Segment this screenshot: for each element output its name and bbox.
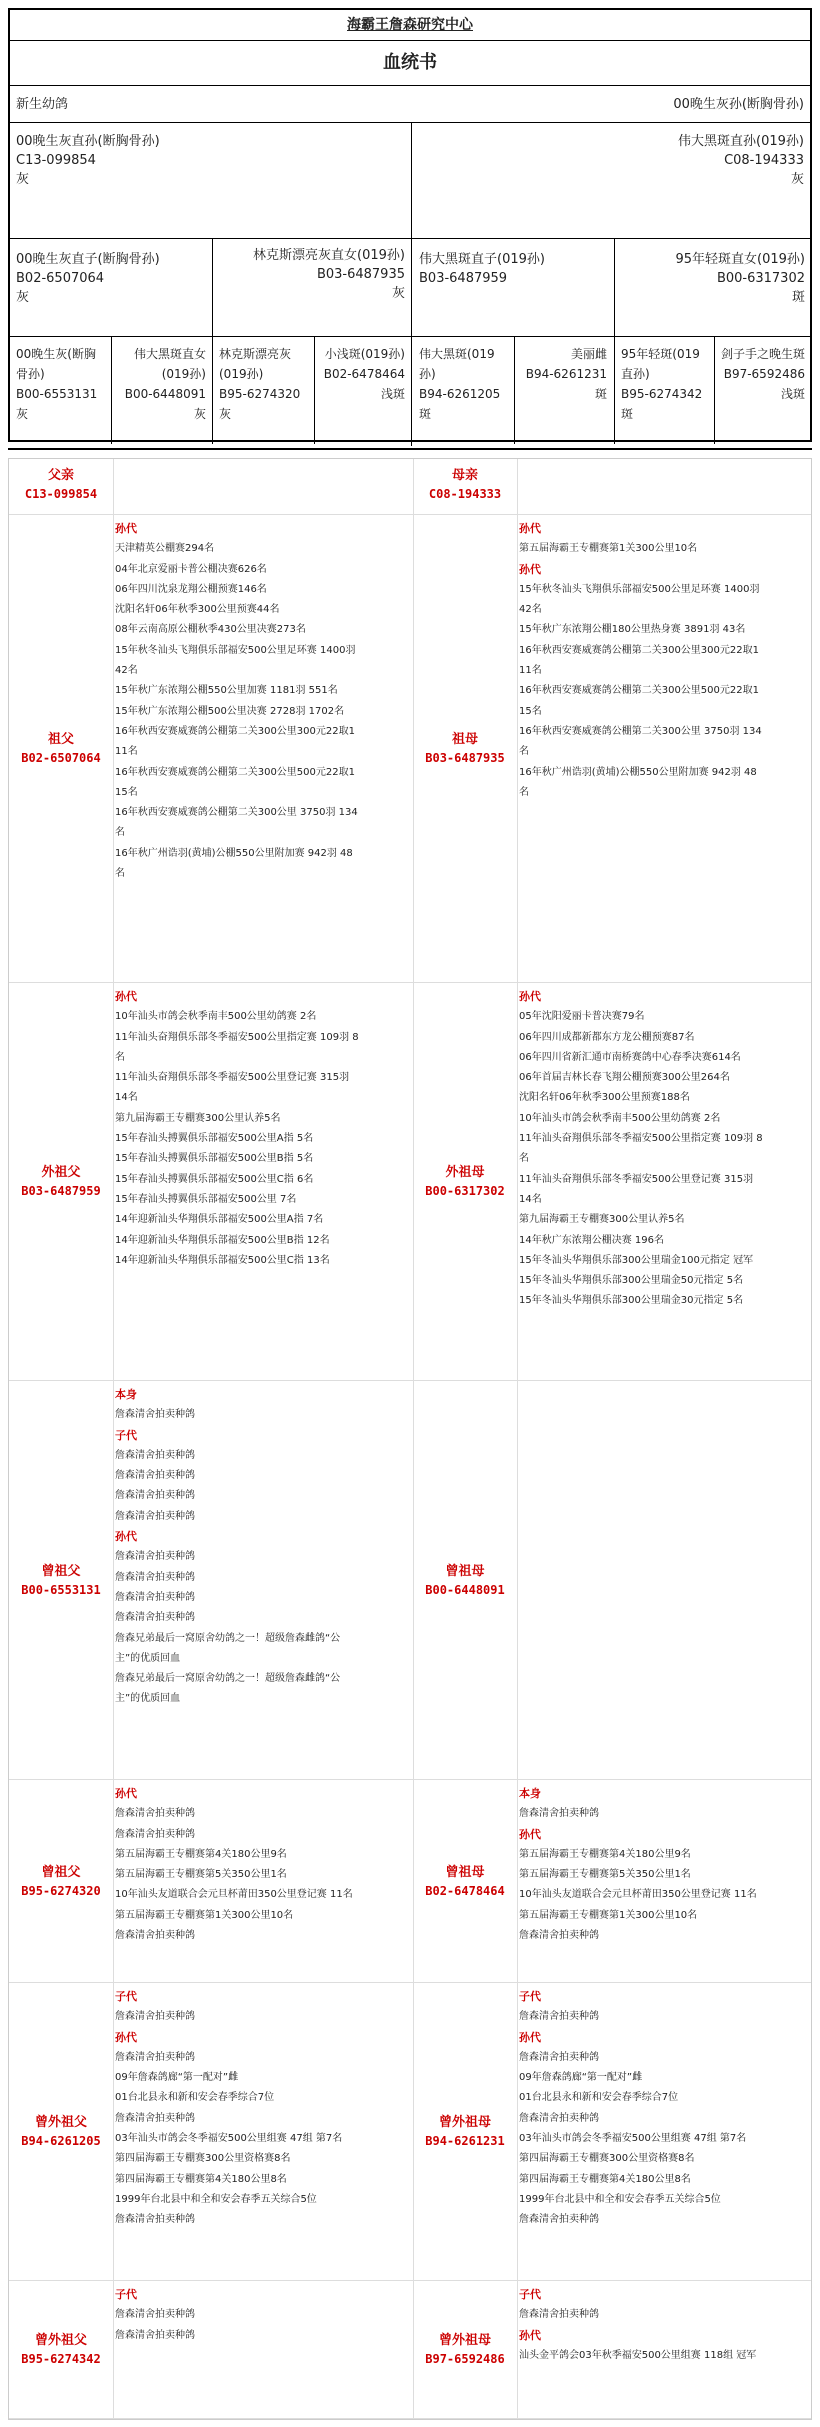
performance-line: 詹森清舍拍卖种鸽 (115, 2011, 195, 2023)
performance-line: 15年冬汕头华翔俱乐部300公里瑞金30元指定 5名 (519, 1295, 744, 1307)
performance-line: 01台北县永和新和安会春季综合7位 (115, 2092, 275, 2104)
gen3-5-color: 斑 (594, 387, 607, 401)
ancestor-label (413, 2114, 517, 2150)
generation-heading: 孙代 (115, 990, 137, 1003)
ancestor-label (9, 2332, 113, 2368)
subject-lineage: 00晚生灰孙(断胸骨孙) (673, 97, 804, 112)
performance-line: 16年秋广州诰羽(黄埔)公棚550公里附加赛 942羽 48 (115, 847, 353, 859)
ancestor-label (9, 1563, 113, 1599)
relatives-row (9, 1780, 811, 1983)
sire-ring: C13-099854 (16, 153, 96, 168)
ancestor-title: 曾祖父 (41, 1864, 81, 1880)
gen3-cell-1 (112, 340, 212, 440)
performance-line: 第五届海霸王专棚赛第4关180公里9名 (519, 1848, 691, 1860)
ancestor-ring: B03-6487959 (21, 1184, 101, 1198)
performance-line: 15年秋广东浓翔公棚500公里决赛 2728羽 1702名 (115, 705, 345, 717)
performance-line: 06年四川沈泉龙翔公棚预赛146名 (115, 583, 267, 595)
generation-heading: 孙代 (519, 562, 541, 576)
performance-line: 第五届海霸王专棚赛第5关350公里1名 (519, 1869, 691, 1881)
performance-line: 16年秋西安赛威赛鸽公棚第二关300公里500元22取1 (115, 766, 355, 778)
performance-list (519, 2285, 807, 2366)
performance-line: 10年汕头友道联合会元旦杯莆田350公里登记赛 11名 (519, 1889, 757, 1901)
subject-name: 新生幼鸽 (16, 97, 69, 112)
performance-line: 14年迎新汕头华翔俱乐部福安500公里B指 12名 (115, 1234, 330, 1246)
gen3-2-ring: B95-6274320 (219, 387, 301, 401)
performance-line: 14年迎新汕头华翔俱乐部福安500公里A指 7名 (115, 1214, 324, 1226)
gen2-3-name: 95年轻斑直女(019孙) (675, 252, 805, 267)
performance-line: 15年秋广东浓翔公棚550公里加赛 1181羽 551名 (115, 685, 338, 697)
performance-line: 名 (519, 786, 529, 798)
performance-line: 11年汕头奋翔俱乐部冬季福安500公里登记赛 315羽 (115, 1072, 350, 1084)
relatives-row (9, 515, 811, 983)
generation-heading: 子代 (115, 2288, 137, 2301)
ancestor-title: 祖父 (47, 732, 74, 747)
performance-line: 第九届海霸王专棚赛300公里认养5名 (115, 1112, 281, 1124)
performance-line: 16年秋西安赛威赛鸽公棚第二关300公里 3750羽 134 (115, 807, 358, 819)
relatives-row (9, 983, 811, 1381)
performance-list (115, 1385, 407, 1710)
performance-line: 天津精英公棚赛294名 (115, 543, 215, 555)
performance-line: 14名 (115, 1092, 138, 1104)
relatives-row (9, 1381, 811, 1780)
performance-line: 汕头金平鸽会03年秋季福安500公里组赛 118组 冠军 (519, 2349, 757, 2361)
pedigree-chart (8, 8, 812, 442)
performance-line: 詹森清舍拍卖种鸽 (115, 1612, 195, 1624)
generation-heading: 孙代 (519, 522, 541, 535)
ancestor-title: 曾外祖父 (34, 2115, 87, 2130)
grandsire-paternal-cell (10, 246, 208, 334)
gen3-cell-3 (315, 340, 411, 440)
gen3-1-ring: B00-6448091 (124, 387, 206, 401)
gen3-6-ring: B95-6274342 (621, 387, 703, 401)
gen2-1-ring: B03-6487935 (316, 267, 405, 282)
performance-line: 10年汕头市鸽会秋季南丰500公里幼鸽赛 2名 (115, 1011, 317, 1023)
gen3-2-name: 林克斯漂亮灰(019孙) (219, 347, 292, 381)
performance-line: 14年迎新汕头华翔俱乐部福安500公里C指 13名 (115, 1254, 330, 1266)
performance-line: 1999年台北县中和全和安会春季五关综合5位 (115, 2193, 317, 2205)
gen2-0-ring: B02-6507064 (16, 271, 105, 286)
performance-line: 主”的优质回血 (115, 1693, 181, 1705)
performance-line: 詹森清舍拍卖种鸽 (115, 1828, 195, 1840)
performance-line: 詹森清舍拍卖种鸽 (115, 1591, 195, 1603)
ancestor-ring: B94-6261231 (425, 2134, 505, 2148)
performance-line: 名 (115, 868, 125, 880)
performance-line: 主”的优质回血 (115, 1652, 181, 1664)
performance-list (519, 1987, 807, 2231)
ancestor-title: 母亲 (451, 468, 478, 483)
performance-line: 詹森清舍拍卖种鸽 (519, 2309, 599, 2321)
ancestor-label (413, 2332, 517, 2368)
performance-list (115, 1987, 407, 2231)
performance-line: 詹森清舍拍卖种鸽 (519, 1808, 599, 1820)
relatives-row (9, 459, 811, 515)
ancestor-title: 曾祖母 (445, 1563, 485, 1579)
performance-line: 14年秋广东浓翔公棚决赛 196名 (519, 1234, 664, 1246)
ancestor-title: 外祖母 (445, 1165, 485, 1180)
ancestor-label (413, 1164, 517, 1200)
performance-line: 詹森兄弟最后一窝原舍幼鸽之一！超级詹森雌鸽“公 (115, 1673, 341, 1685)
performance-line: 詹森清舍拍卖种鸽 (519, 1930, 599, 1942)
ancestor-ring: B03-6487935 (425, 751, 505, 765)
gen3-0-color: 灰 (16, 407, 29, 421)
ancestor-label (9, 1864, 113, 1900)
gen2-2-name: 伟大黑斑直子(019孙) (419, 252, 545, 267)
gen3-cell-5 (515, 340, 613, 440)
performance-line: 詹森清舍拍卖种鸽 (115, 2112, 195, 2124)
center-title: 海霸王詹森研究中心 (347, 17, 473, 33)
generation-heading: 孙代 (115, 522, 137, 535)
gen3-2-color: 灰 (219, 407, 232, 421)
performance-line: 15年秋冬汕头飞翔俱乐部福安500公里足环赛 1400羽 (519, 583, 760, 595)
performance-line: 15年春汕头搏翼俱乐部福安500公里C指 6名 (115, 1173, 314, 1185)
document-title: 血统书 (383, 52, 437, 73)
performance-line: 名 (519, 1153, 529, 1165)
performance-line: 11年汕头奋翔俱乐部冬季福安500公里指定赛 109羽 8 (519, 1133, 763, 1145)
relatives-row (9, 1983, 811, 2281)
performance-line: 詹森清舍拍卖种鸽 (115, 1409, 195, 1421)
ancestor-label (413, 731, 517, 767)
performance-line: 第五届海霸王专棚赛第1关300公里10名 (519, 543, 698, 555)
performance-line: 第四届海霸王专棚赛300公里资格赛8名 (519, 2153, 695, 2165)
ancestor-title: 曾祖父 (41, 1563, 81, 1579)
performance-line: 第四届海霸王专棚赛第4关180公里8名 (115, 2173, 287, 2185)
sire-color: 灰 (16, 172, 30, 187)
gen3-4-ring: B94-6261205 (419, 387, 501, 401)
performance-line: 15名 (115, 786, 138, 798)
performance-line: 詹森清舍拍卖种鸽 (115, 1470, 195, 1482)
dam-ring: C08-194333 (724, 153, 804, 168)
ancestor-ring: B94-6261205 (21, 2134, 101, 2148)
relatives-table (8, 458, 812, 2420)
ancestor-ring: B97-6592486 (425, 2352, 505, 2366)
performance-line: 詹森清舍拍卖种鸽 (115, 1808, 195, 1820)
performance-line: 16年秋广州诰羽(黄埔)公棚550公里附加赛 942羽 48 (519, 766, 757, 778)
grandsire-maternal-cell (413, 246, 611, 334)
gen3-7-color: 浅斑 (780, 387, 805, 401)
subject-row (10, 86, 810, 122)
gen3-cell-2 (213, 340, 313, 440)
ancestor-title: 曾外祖母 (438, 2333, 491, 2348)
gen2-2-ring: B03-6487959 (419, 271, 508, 286)
generation-heading: 孙代 (519, 2328, 541, 2342)
generation-heading: 孙代 (519, 990, 541, 1003)
performance-list (519, 519, 807, 803)
performance-line: 詹森清舍拍卖种鸽 (115, 1510, 195, 1522)
performance-line: 16年秋西安赛威赛鸽公棚第二关300公里300元22取1 (519, 644, 759, 656)
gen3-1-name: 伟大黑斑直女(019孙) (133, 347, 206, 381)
performance-list (519, 987, 807, 1312)
performance-list (115, 519, 407, 884)
section-divider (8, 448, 812, 450)
ancestor-ring: B00-6448091 (425, 1582, 505, 1597)
performance-list (115, 987, 407, 1271)
gen2-1-name: 林克斯漂亮灰直女(019孙) (253, 248, 405, 263)
gen2-3-ring: B00-6317302 (716, 271, 805, 286)
performance-line: 11年汕头奋翔俱乐部冬季福安500公里指定赛 109羽 8 (115, 1031, 359, 1043)
performance-line: 06年四川省新汇通市南桥赛鸽中心春季决赛614名 (519, 1051, 741, 1063)
performance-line: 第四届海霸王专棚赛第4关180公里8名 (519, 2173, 691, 2185)
performance-list (115, 2285, 407, 2346)
ancestor-title: 祖母 (451, 732, 478, 747)
performance-line: 詹森清舍拍卖种鸽 (115, 1551, 195, 1563)
ancestor-ring: B00-6317302 (425, 1184, 505, 1198)
gen3-cell-6 (615, 340, 713, 440)
ancestor-title: 曾外祖父 (34, 2333, 87, 2348)
performance-line: 第五届海霸王专棚赛第5关350公里1名 (115, 1869, 287, 1881)
gen3-5-name: 美丽雌 (570, 347, 607, 361)
performance-line: 詹森清舍拍卖种鸽 (115, 2309, 195, 2321)
gen3-cell-7 (715, 340, 811, 440)
performance-line: 第五届海霸王专棚赛第4关180公里9名 (115, 1848, 287, 1860)
performance-line: 15年春汕头搏翼俱乐部福安500公里 7名 (115, 1193, 297, 1205)
performance-list (519, 1784, 807, 1946)
gen3-1-color: 灰 (193, 407, 206, 421)
performance-line: 42名 (519, 604, 542, 616)
performance-line: 詹森清舍拍卖种鸽 (115, 1449, 195, 1461)
performance-line: 第九届海霸王专棚赛300公里认养5名 (519, 1214, 685, 1226)
performance-line: 詹森清舍拍卖种鸽 (115, 2214, 195, 2226)
gen3-3-name: 小浅斑(019孙) (324, 347, 405, 361)
gen3-cell-4 (413, 340, 513, 440)
performance-line: 42名 (115, 665, 138, 677)
performance-line: 第五届海霸王专棚赛第1关300公里10名 (115, 1909, 294, 1921)
gen3-6-color: 斑 (621, 407, 634, 421)
performance-line: 詹森清舍拍卖种鸽 (115, 1490, 195, 1502)
generation-heading: 本身 (519, 1787, 541, 1800)
performance-line: 01台北县永和新和安会春季综合7位 (519, 2092, 679, 2104)
gen3-7-name: 剑子手之晚生斑 (721, 347, 806, 361)
performance-line: 15年冬汕头华翔俱乐部300公里瑞金100元指定 冠军 (519, 1254, 754, 1266)
performance-line: 16年秋西安赛威赛鸽公棚第二关300公里300元22取1 (115, 725, 355, 737)
performance-line: 詹森清舍拍卖种鸽 (519, 2112, 599, 2124)
ancestor-title: 父亲 (47, 468, 74, 483)
performance-line: 15年冬汕头华翔俱乐部300公里瑞金50元指定 5名 (519, 1275, 744, 1287)
generation-heading: 孙代 (115, 1530, 137, 1544)
performance-line: 名 (115, 827, 125, 839)
generation-heading: 子代 (115, 1990, 137, 2003)
granddam-maternal-cell (615, 246, 811, 334)
gen3-3-ring: B02-6478464 (323, 367, 405, 381)
sire-cell (10, 128, 406, 238)
performance-line: 第五届海霸王专棚赛第1关300公里10名 (519, 1909, 698, 1921)
ancestor-label (413, 1864, 517, 1900)
generation-heading: 子代 (519, 1990, 541, 2003)
sire-name: 00晚生灰直孙(断胸骨孙) (16, 134, 160, 149)
generation-heading: 孙代 (519, 1827, 541, 1841)
performance-line: 14名 (519, 1193, 542, 1205)
performance-line: 1999年台北县中和全和安会春季五关综合5位 (519, 2193, 721, 2205)
performance-line: 16年秋西安赛威赛鸽公棚第二关300公里500元22取1 (519, 685, 759, 697)
performance-line: 04年北京爱丽卡普公棚决赛626名 (115, 563, 267, 575)
performance-line: 詹森清舍拍卖种鸽 (519, 2011, 599, 2023)
gen3-0-ring: B00-6553131 (16, 387, 98, 401)
performance-line: 15名 (519, 705, 542, 717)
performance-line: 11名 (519, 665, 542, 677)
generation-heading: 本身 (115, 1388, 137, 1401)
gen3-5-ring: B94-6261231 (525, 367, 607, 381)
performance-line: 15年春汕头搏翼俱乐部福安500公里A指 5名 (115, 1133, 314, 1145)
performance-line: 詹森清舍拍卖种鸽 (519, 2214, 599, 2226)
performance-line: 15年秋广东浓翔公棚180公里热身赛 3891羽 43名 (519, 624, 746, 636)
ancestor-label (413, 467, 517, 503)
gen3-4-name: 伟大黑斑(019孙) (419, 347, 495, 381)
gen3-4-color: 斑 (419, 407, 432, 421)
dam-cell (414, 128, 810, 238)
ancestor-ring: B95-6274320 (21, 1883, 101, 1898)
ancestor-label (9, 1164, 113, 1200)
performance-line: 名 (519, 746, 529, 758)
gen3-cell-0 (10, 340, 110, 440)
gen3-3-color: 浅斑 (380, 387, 405, 401)
performance-line: 15年秋冬汕头飞翔俱乐部福安500公里足环赛 1400羽 (115, 644, 356, 656)
performance-line: 11年汕头奋翔俱乐部冬季福安500公里登记赛 315羽 (519, 1173, 754, 1185)
performance-line: 08年云南高原公棚秋季430公里决赛273名 (115, 624, 306, 636)
performance-line: 詹森清舍拍卖种鸽 (115, 2329, 195, 2341)
ancestor-ring: C08-194333 (428, 487, 502, 501)
generation-heading: 孙代 (115, 2030, 137, 2044)
performance-line: 09年詹森鸽廊“第一配对”雌 (519, 2072, 643, 2084)
performance-line: 03年汕头市鸽会冬季福安500公里组赛 47组 第7名 (519, 2133, 747, 2145)
performance-line: 詹森清舍拍卖种鸽 (115, 1571, 195, 1583)
performance-line: 名 (115, 1051, 125, 1063)
gen2-1-color: 灰 (391, 286, 405, 301)
performance-line: 詹森清舍拍卖种鸽 (115, 1930, 195, 1942)
ancestor-ring: B95-6274342 (21, 2352, 101, 2366)
generation-heading: 孙代 (519, 2030, 541, 2044)
ancestor-title: 外祖父 (41, 1165, 81, 1180)
ancestor-title: 曾外祖母 (438, 2115, 491, 2130)
relatives-row (9, 2281, 811, 2419)
ancestor-ring: B02-6478464 (425, 1883, 505, 1898)
ancestor-ring: B02-6507064 (21, 751, 101, 765)
ancestor-title: 曾祖母 (445, 1864, 485, 1880)
generation-heading: 孙代 (115, 1787, 137, 1800)
performance-line: 第四届海霸王专棚赛300公里资格赛8名 (115, 2153, 291, 2165)
performance-line: 10年汕头市鸽会秋季南丰500公里幼鸽赛 2名 (519, 1112, 721, 1124)
gen3-0-name: 00晚生灰(断胸骨孙) (16, 347, 96, 381)
dam-name: 伟大黑斑直孙(019孙) (678, 134, 804, 149)
generation-heading: 子代 (519, 2288, 541, 2301)
performance-line: 沈阳名轩06年秋季300公里预赛44名 (115, 604, 280, 616)
performance-line: 沈阳名轩06年秋季300公里预赛188名 (519, 1092, 690, 1104)
gen3-6-name: 95年轻斑(019直孙) (621, 347, 700, 381)
performance-line: 16年秋西安赛威赛鸽公棚第二关300公里 3750羽 134 (519, 725, 762, 737)
gen2-0-color: 灰 (16, 290, 30, 305)
gen3-7-ring: B97-6592486 (723, 367, 805, 381)
performance-line: 詹森兄弟最后一窝原舍幼鸽之一！超级詹森雌鸽“公 (115, 1632, 341, 1644)
ancestor-label (9, 731, 113, 767)
generation-heading: 子代 (115, 1428, 137, 1442)
gen2-3-color: 斑 (791, 290, 805, 305)
performance-line: 詹森清舍拍卖种鸽 (115, 2051, 195, 2063)
ancestor-ring: B00-6553131 (21, 1582, 101, 1597)
ancestor-ring: C13-099854 (24, 487, 98, 501)
performance-line: 06年四川成都新都东方龙公棚预赛87名 (519, 1031, 695, 1043)
ancestor-label (9, 467, 113, 503)
performance-line: 15年春汕头搏翼俱乐部福安500公里B指 5名 (115, 1153, 314, 1165)
performance-line: 09年詹森鸽廊“第一配对”雌 (115, 2072, 239, 2084)
performance-list (115, 1784, 407, 1946)
dam-color: 灰 (790, 172, 804, 187)
performance-line: 05年沈阳爱丽卡普决赛79名 (519, 1011, 645, 1023)
performance-line: 11名 (115, 746, 138, 758)
ancestor-label (413, 1563, 517, 1599)
granddam-paternal-cell (213, 242, 411, 334)
performance-line: 詹森清舍拍卖种鸽 (519, 2051, 599, 2063)
gen2-0-name: 00晚生灰直子(断胸骨孙) (16, 252, 160, 267)
performance-line: 03年汕头市鸽会冬季福安500公里组赛 47组 第7名 (115, 2133, 343, 2145)
performance-line: 06年首届吉林长春飞翔公棚预赛300公里264名 (519, 1072, 730, 1084)
performance-line: 10年汕头友道联合会元旦杯莆田350公里登记赛 11名 (115, 1889, 353, 1901)
ancestor-label (9, 2114, 113, 2150)
